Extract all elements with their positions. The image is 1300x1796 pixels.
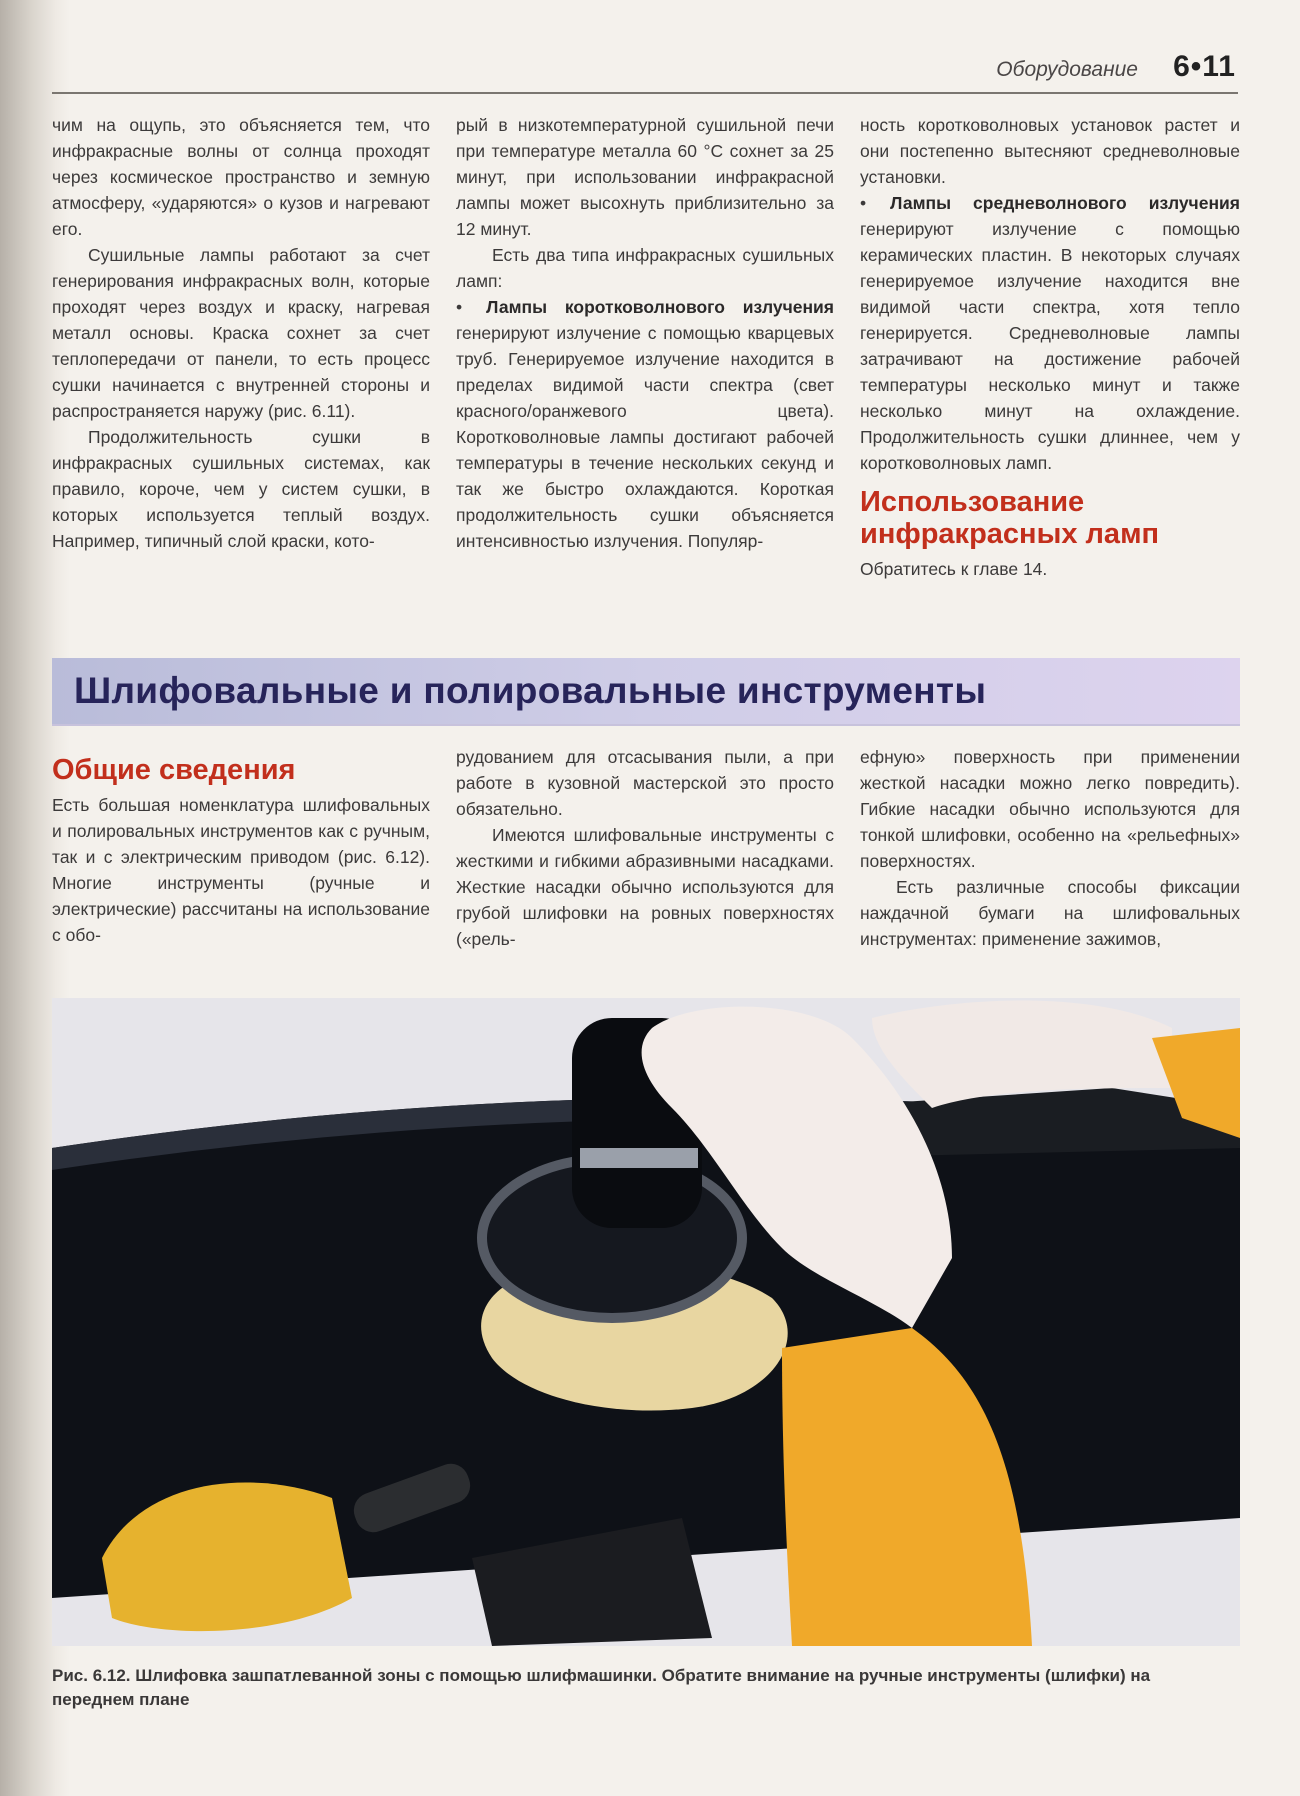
paragraph-text: Продолжительность сушки в инфракрасных сушильных системах, как правило, короче, чем у систем сушки, в которых используется теплый воздух. Например, типичный слой краски, кото- bbox=[52, 427, 430, 551]
subheading: Использование инфракрасных ламп bbox=[860, 486, 1160, 550]
bullet-marker: • bbox=[456, 297, 463, 317]
paragraph bbox=[52, 112, 430, 242]
paragraph-text: ефную» поверхность при применении жесткой насадки можно легко повредить). Гибкие насадки обычно используются для тонкой шлифовки, особенно на «рельефных» поверхностях. bbox=[860, 747, 1240, 871]
bottom-column-3 bbox=[860, 744, 1240, 952]
page-header bbox=[52, 48, 1238, 94]
sander-chrome-ring bbox=[580, 1148, 698, 1168]
header-section-title: Оборудование bbox=[996, 58, 1138, 81]
bullet-paragraph bbox=[860, 190, 1240, 476]
bottom-column-2 bbox=[456, 744, 834, 952]
paragraph bbox=[52, 792, 430, 948]
paragraph-text: Сушильные лампы работают за счет генерирования инфракрасных волн, которые проходят через воздух и краску, нагревая металл основы. Краска сохнет за счет теплопередачи от панели, то есть процесс сушки начинается с внутренней стороны и распространяется наружу (рис. 6.11). bbox=[52, 245, 430, 421]
paragraph bbox=[860, 556, 1240, 582]
bullet-paragraph bbox=[456, 294, 834, 554]
paragraph-text: Имеются шлифовальные инструменты с жесткими и гибкими абразивными насадками. Жесткие насадки обычно используются для грубой шлифовки на ровных поверхностях («рель- bbox=[456, 825, 834, 949]
paragraph bbox=[860, 874, 1240, 952]
paragraph-text: Есть различные способы фиксации наждачной бумаги на шлифовальных инструментах: применение зажимов, bbox=[860, 877, 1240, 949]
paragraph bbox=[860, 744, 1240, 874]
paragraph bbox=[456, 744, 834, 822]
paragraph bbox=[456, 112, 834, 242]
top-column-2 bbox=[456, 112, 834, 554]
paragraph-text: ность коротковолновых установок растет и они постепенно вытесняют средневолновые установки. bbox=[860, 115, 1240, 187]
section-title: Шлифовальные и полировальные инструменты bbox=[74, 670, 987, 711]
section-title-band bbox=[52, 658, 1240, 724]
paragraph-text: генерируют излучение с помощью керамических пластин. В некоторых случаях генерируемое излучение находится вне видимой части спектра, хотя тепло генерируется. Средневолновые лампы затрачивают на достижение рабочей температуры несколько минут и также несколько минут на охлаждение. Продолжительность сушки длиннее, чем у коротковолновых ламп. bbox=[860, 219, 1240, 473]
paragraph bbox=[52, 424, 430, 554]
bottom-column-1 bbox=[52, 744, 430, 948]
sanding-photo-illustration bbox=[52, 998, 1240, 1646]
top-column-3 bbox=[860, 112, 1240, 582]
paragraph-text: генерируют излучение с помощью кварцевых труб. Генерируемое излучение находится в пределах видимой части спектра (свет красного/оранжевого цвета). Коротковолновые лампы достигают рабочей температуры в течение нескольких секунд и так же быстро охлаждаются. Короткая продолжительность сушки объясняется интенсивностью излучения. Популяр- bbox=[456, 323, 834, 551]
paragraph-text: рудованием для отсасывания пыли, а при работе в кузовной мастерской это просто обязательно. bbox=[456, 747, 834, 819]
paragraph bbox=[52, 242, 430, 424]
figure-caption: Рис. 6.12. Шлифовка зашпатлеванной зоны с помощью шлифмашинки. Обратите внимание на ручные инструменты (шлифки) на переднем плане bbox=[52, 1666, 1151, 1709]
paragraph bbox=[456, 822, 834, 952]
paragraph bbox=[456, 242, 834, 294]
top-column-1 bbox=[52, 112, 430, 554]
paragraph-text: Есть большая номенклатура шлифовальных и полировальных инструментов как с ручным, так и с электрическим приводом (рис. 6.12). Многие инструменты (ручные и электрические) рассчитаны на использование с обо- bbox=[52, 795, 430, 945]
paragraph bbox=[860, 112, 1240, 190]
subheading: Общие сведения bbox=[52, 754, 296, 786]
bullet-term: Лампы средневолнового излучения bbox=[890, 193, 1240, 213]
figure-6-12-photo bbox=[52, 998, 1240, 1646]
paragraph-text: Обратитесь к главе 14. bbox=[860, 559, 1048, 579]
bullet-marker: • bbox=[860, 193, 867, 213]
paragraph-text: Есть два типа инфракрасных сушильных ламп: bbox=[456, 245, 834, 291]
paragraph-text: чим на ощупь, это объясняется тем, что инфракрасные волны от солнца проходят через космическое пространство и земную атмосферу, «ударяются» о кузов и нагревают его. bbox=[52, 115, 430, 239]
page-number: 6•11 bbox=[1173, 50, 1236, 83]
paragraph-text: рый в низкотемпературной сушильной печи при температуре металла 60 °С сохнет за 25 минут, при использовании инфракрасной лампы может высохнуть приблизительно за 12 минут. bbox=[456, 115, 834, 239]
bullet-term: Лампы коротковолнового излучения bbox=[486, 297, 834, 317]
